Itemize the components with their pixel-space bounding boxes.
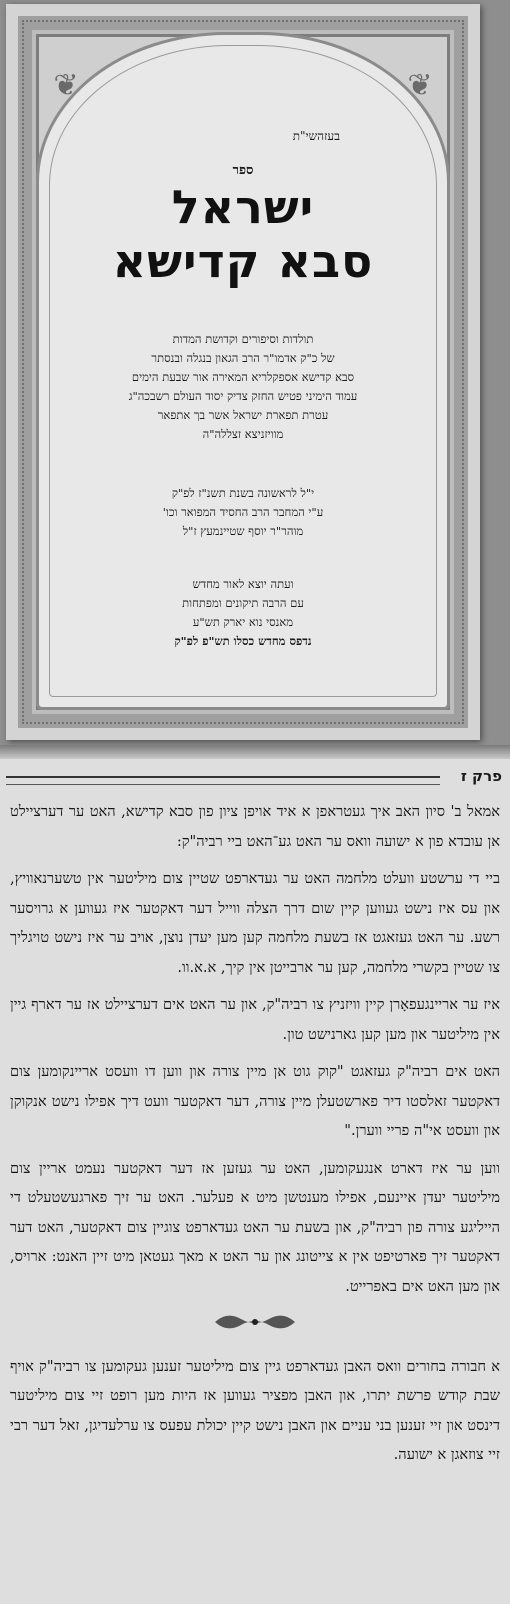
title-page-text [66,44,420,651]
edition-line: עם הרבה תיקונים ומפתחות [182,596,304,610]
description-line: סבא קדישא אספקלריא המאירה אור שבעת הימים [131,370,355,384]
book-title-line2: סבא קדישא [112,234,374,288]
paragraph: א חבורה בחורים וואס האבן געדארפט גיין צום מיליטער זענען געקומען צו רביה"ק אויף שבת קודש פרשת יתרו, און האבן מפציר געווען אז היות מען רופט זיי צום מיליטער דינסט און זיי זענען בני עניים און האבן נישט קיין יכולת עפעס צו ערלעדיגן, זאל דער רבי זיי צוזאגן א ישועה. [10,1357,500,1463]
corner-ornament-icon: ❦ [407,68,433,103]
description-line: תולדות וסיפורים וקדושת המדות [172,332,314,346]
paragraph: ביי די ערשטע וועלט מלחמה האט ער געדארפט שטיין צום מיליטער אין טשערנאוויץ, און עס איז נישט געווען קיין שום דרך הצלה ווייל דער דאקטער איז געווען א גרויסער רשע. ער האט געזאגט אז בשעת מלחמה קען מען יעדן נוצן, אויב ער איז נישט טויגליך צו שטיין בקשרי מלחמה, קען ער ארבייטן אין קיך, א.א.וו. [10,870,500,976]
title-page-paper [6,4,480,740]
printing-line: י"ל לראשונה בשנת תשנ"ז לפ"ק [171,486,315,500]
description-line: עטרת תפארת ישראל אשר בך אתפאר [157,408,329,422]
chapter-title: פרק ז [460,767,502,785]
printing-line: מוהר"ר יוסף שטיינמעץ ז"ל [182,524,304,538]
chapter-page [0,745,510,1604]
paragraph: האט אים רביה"ק געזאגט "קוק גוט אן מיין צורה און ווען דו וועסט אריינקומען צום דאקטער זאלסטו דיר פארשטעלן מיין צורה, דער דאקטער וועט דיך אפילו נישט אנקוקן און וועסט אי"ה פריי ווערן." [10,1063,500,1139]
chapter-body [10,797,500,1478]
edition-line: נדפס מחדש כסלו תש"פ לפ"ק [174,634,312,648]
sefer-label: ספר [232,163,254,178]
description-line: מוויזניצא זצללה"ה [202,427,284,441]
paragraph: איז ער אריינגעפאָרן קיין וויזניץ צו רביה"ק, און ער האט אים דערציילט אז ער דארף גיין אין מיליטער און מען קען גארנישט טון. [10,996,500,1043]
corner-ornament-icon: ❦ [53,68,79,103]
section-divider-ornament-icon [10,1311,500,1344]
new-edition-info [66,575,420,651]
paragraph: ווען ער איז דארט אנגעקומען, האט ער געזען אז דער דאקטער נעמט אריין צום מיליטער יעדן איינעם, אפילו מענטשן מיט א פעלער. האט ער זיך פארגעשטעלט די הייליגע צורה פון רביה"ק, און בשעת ער האט געדארפט צוגיין צום דאקטער, האט דער דאקטער זיך פארטיפט אין א צייטונג און ער האט א מאך געטאן מיט זיין האנט: ארויס, און מען האט אים באפרייט. [10,1159,500,1295]
chapter-header [6,767,502,789]
book-description [66,330,420,444]
bh-header: בעזהשי"ת [292,129,340,143]
paragraph: אמאל ב' סיון האב איך געטראפן א איד אויפן ציון פון סבא קדישא, האט ער דערציילט אן עובדא פון א ישועה וואס ער האט גע־האט ביי רביה"ק: [10,803,500,850]
book-title-line1: ישראל [171,180,315,234]
header-rule [6,776,440,785]
edition-line: ועתה יוצא לאור מחדש [192,577,294,591]
edition-line: מאנסי נוא יארק תש"ע [192,615,294,629]
title-page [0,0,510,745]
description-line: של כ"ק אדמו"ר הרב הגאון בנגלה ובנסתר [151,351,335,365]
description-line: עמוד הימיני פטיש החזק צדיק יסוד העולם רשבכה"ג [128,389,358,403]
printing-line: ע"י המחבר הרב החסיד המפואר וכו' [162,505,324,519]
first-printing-info [66,484,420,541]
